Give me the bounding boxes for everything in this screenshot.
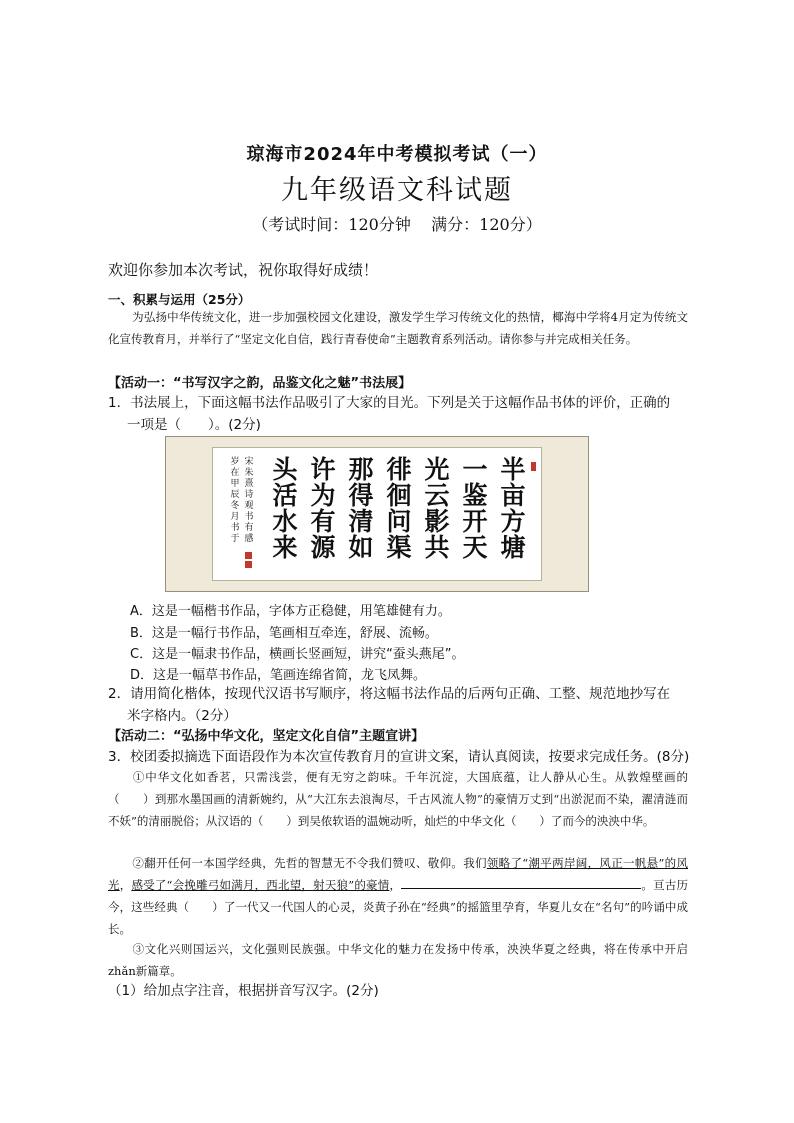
option-b: B．这是一幅行书作品，笔画相互牵连，舒展、流畅。 [130,626,438,641]
inscription-char: 感 [244,534,254,544]
inscription-char: 朱 [244,468,254,478]
inscription-char: 书 [230,523,240,533]
calligraphy-char: 有 [310,507,336,536]
calligraphy-char: 开 [462,507,488,536]
inscription-char: 有 [244,523,254,533]
inscription-char: 甲 [230,479,240,489]
calligraphy-char: 渠 [386,533,412,562]
greeting: 欢迎你参加本次考试，祝你取得好成绩！ [108,261,379,279]
inscription-char: 于 [230,534,240,544]
calligraphy-char: 亩 [500,481,526,510]
calligraphy-char: 来 [272,533,298,562]
paper-subject-title: 九年级语文科试题 [281,175,513,206]
question-3: 3．校团委拟摘选下面语段作为本次宣传教育月的宣讲文案，请认真阅读，按要求完成任务。(8分) [108,749,690,765]
calligraphy-char: 光 [424,455,450,484]
calligraphy-char: 问 [386,507,412,536]
calligraphy-artwork [165,436,589,592]
question-1: 1．书法展上，下面这幅书法作品吸引了大家的目光。下列是关于这幅作品书体的评价，正确的 一项是（ ）。(2分) [108,395,671,433]
calligraphy-char: 如 [348,533,374,562]
calligraphy-char: 清 [348,507,374,536]
calligraphy-char: 那 [348,455,374,484]
fill-in-blank[interactable] [401,876,641,889]
underlined-sentence-2: 感受了“会挽雕弓如满月，西北望，射天狼”的豪情 [131,878,390,892]
activity-2-heading: 【活动二：“弘扬中华文化，坚定文化自信”主题宣讲】 [108,729,425,744]
calligraphy-char: 天 [462,533,488,562]
option-a: A．这是一幅楷书作品，字体方正稳健，用笔雄健有力。 [130,604,451,619]
calligraphy-char: 半 [500,455,526,484]
passage-paragraph-1: ①中华文化如香茗，只需浅尝，便有无穷之韵味。千年沉淀，大国底蕴，让人静从心生。从敦煌壁画的（ ）到那水墨国画的清新婉约，从“大江东去浪淘尽，千古风流人物”的豪情万丈到“出淤泥而不染，濯清涟而不妖”的清丽脱俗；从汉语的（ ）到吴侬软语的温婉动听，灿烂的中华文化（ ）了而今的泱泱中华。 [108,770,688,828]
inscription-char: 观 [244,501,254,511]
sub-question-1: （1）给加点字注音，根据拼音写汉字。(2分) [108,983,379,999]
calligraphy-char: 塘 [500,533,526,562]
option-d: D．这是一幅草书作品，笔画连绵省简，龙飞凤舞。 [130,668,427,683]
inscription-char: 在 [230,468,240,478]
calligraphy-char: 方 [500,507,526,536]
calligraphy-char: 许 [310,455,336,484]
calligraphy-paper [212,447,542,581]
calligraphy-char: 云 [424,481,450,510]
passage-paragraph-3: ③文化兴则国运兴，文化强则民族强。中华文化的魅力在发扬中传承，泱泱华夏之经典，将在传承中开启zhǎn新篇章。 [108,942,688,978]
option-c: C．这是一幅隶书作品，横画长竖画短，讲究“蚕头燕尾”。 [130,647,465,662]
calligraphy-svg [213,448,541,580]
inscription-char: 宋 [244,457,254,467]
passage-paragraph-2: ②翻开任何一本国学经典，先哲的智慧无不令我们赞叹、敬仰。我们领略了“潮平两岸阔，风正一帆悬”的风光，感受了“会挽雕弓如满月，西北望，射天狼”的豪情， 。亘古历今，这些经典（ ）了一代又一代国人的心灵，炎黄子孙在“经典”的摇篮里孕育，华夏儿女在“名句”的吟诵中成长。 [108,856,689,936]
underlined-sentence-1: 领略了“潮平两岸阔，风正一帆悬”的风光 [108,856,688,892]
calligraphy-char: 徊 [386,481,412,510]
inscription-char: 书 [244,512,254,522]
artist-seal-2 [245,561,252,568]
calligraphy-char: 徘 [386,455,412,484]
calligraphy-char: 共 [424,533,450,562]
calligraphy-char: 水 [272,507,298,536]
top-right-seal [531,462,536,471]
calligraphy-char: 头 [272,455,298,484]
section-heading: 一、积累与运用（25分） [108,292,251,307]
calligraphy-char: 影 [424,507,450,536]
calligraphy-char: 活 [272,481,298,510]
inscription-char: 月 [230,512,240,522]
question-2: 2．请用简化楷体，按现代汉语书写顺序，将这幅书法作品的后两句正确、工整、规范地抄写在 米字格内。（2分） [108,686,671,724]
inscription-char: 诗 [244,490,254,500]
calligraphy-char: 一 [462,455,488,484]
exam-title: 琼海市2024年中考模拟考试（一） [246,144,548,165]
exam-info: （考试时间：120分钟 满分：120分） [252,215,542,234]
activity-1-heading: 【活动一：“书写汉字之韵，品鉴文化之魅”书法展】 [108,376,412,391]
inscription-char: 熹 [244,479,254,489]
artist-seal-1 [245,552,252,559]
section-intro: 为弘扬中华传统文化，进一步加强校园文化建设，激发学生学习传统文化的热情，椰海中学将4月定为传统文化宣传教育月，并举行了“坚定文化自信，践行青春使命”主题教育系列活动。请你参与并完成相关任务。 [108,310,688,346]
calligraphy-char: 得 [348,481,374,510]
inscription-char: 辰 [230,490,240,500]
calligraphy-char: 源 [310,533,336,562]
inscription-char: 岁 [230,457,240,467]
inscription-char: 冬 [230,501,240,511]
calligraphy-char: 鉴 [462,481,488,510]
calligraphy-char: 为 [310,481,336,510]
